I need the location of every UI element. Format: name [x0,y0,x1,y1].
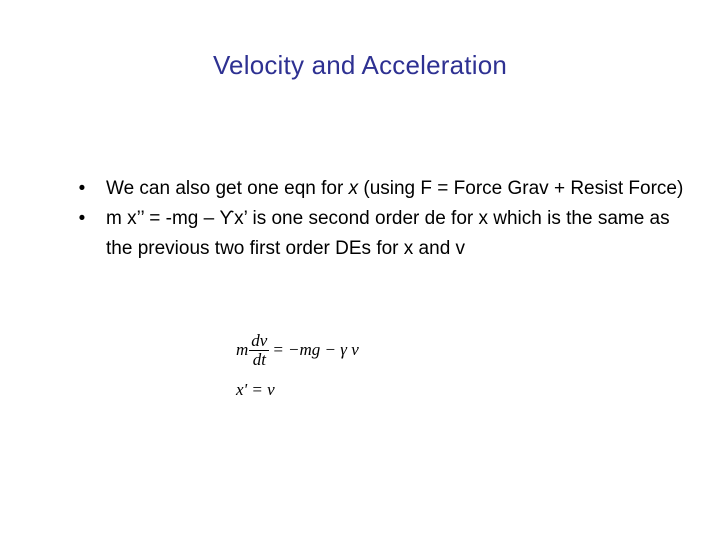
bullet-list [72,174,692,264]
slide-title: Velocity and Acceleration [212,50,508,80]
equation-fraction [249,332,269,369]
bullet-item [72,174,692,204]
equation-line-1 [236,328,359,372]
equation-mass: m [236,340,249,359]
fraction-numerator: dv [251,330,268,350]
bullet-text: m x’’ = -mg – Ƴx’ is one second order de for x which is the same as the previous two first order DEs for x and v [106,208,670,259]
bullet-text: We can also get one eqn for [106,178,349,199]
fraction-denominator: dt [252,349,266,369]
equation-block [236,328,359,400]
bullet-item [72,204,692,264]
bullet-text-rest: (using F = Force Grav + Resist Force) [358,178,684,199]
bullet-variable: x [348,178,359,199]
equation-rhs: = −mg − γ v [272,340,359,359]
equation-line-2: x' = v [236,380,275,399]
bullet-marker: • [78,208,86,229]
bullet-marker: • [78,178,86,199]
